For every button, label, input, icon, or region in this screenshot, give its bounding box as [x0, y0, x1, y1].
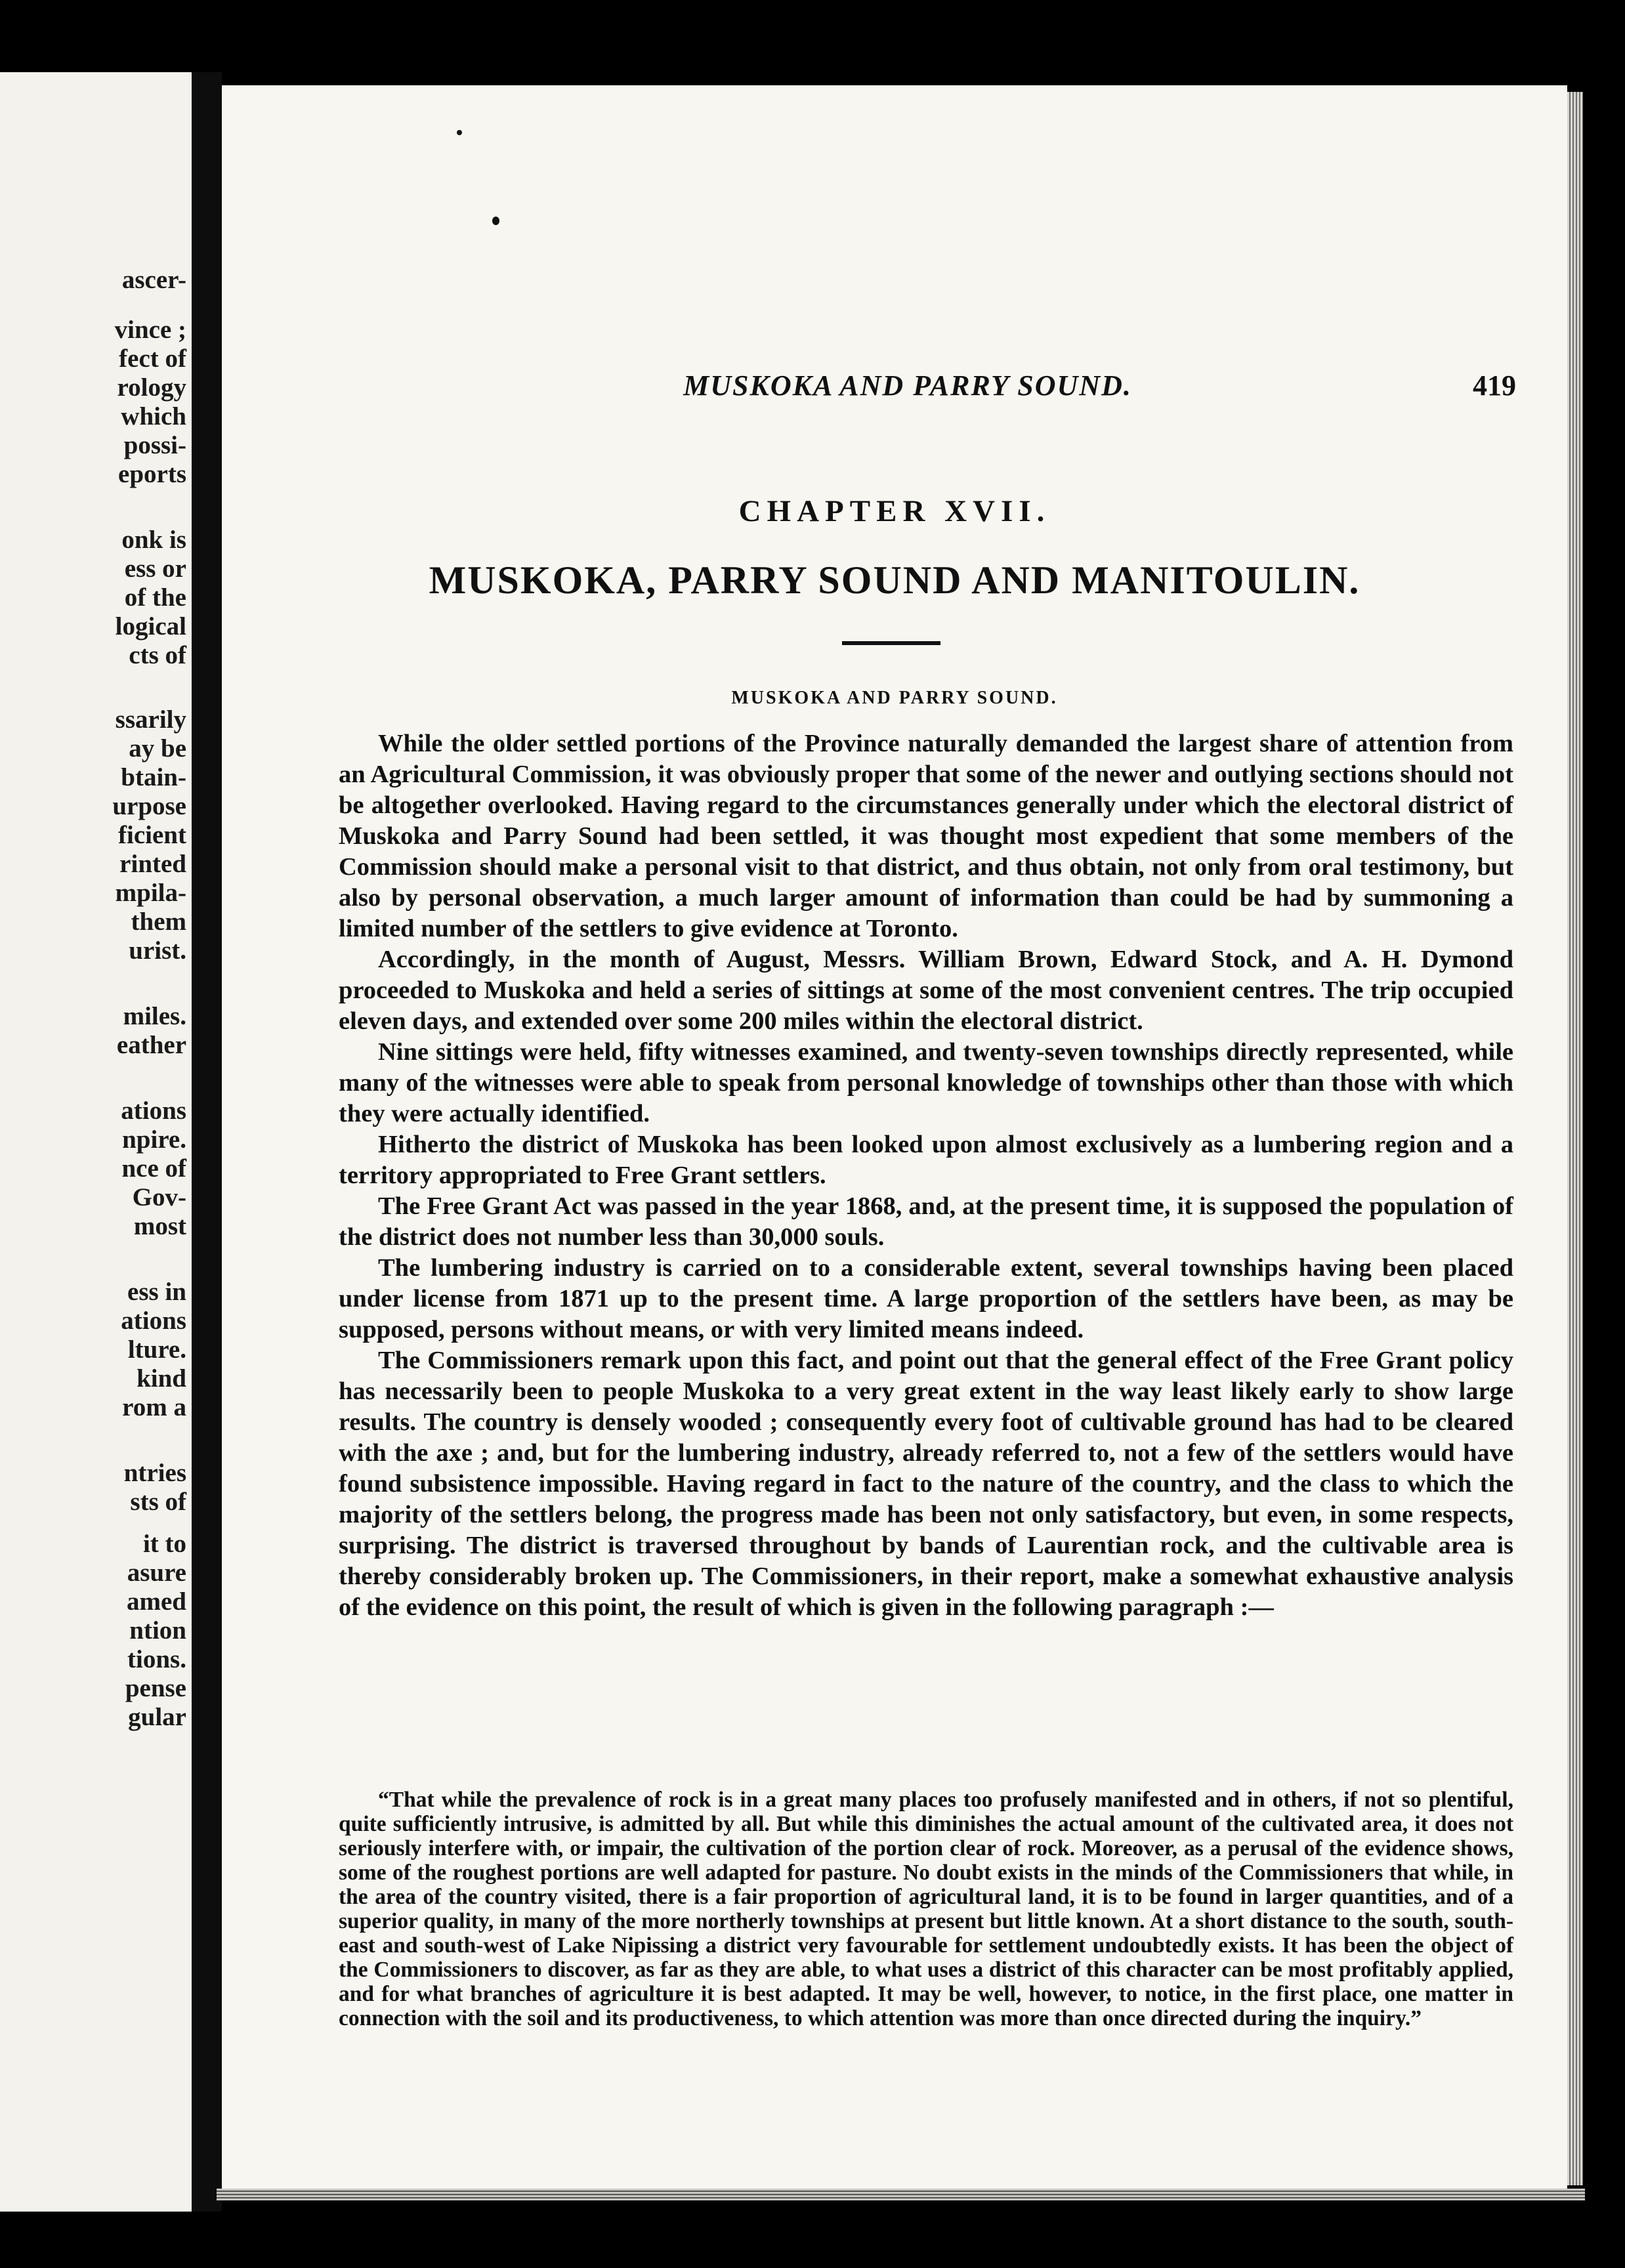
facing-page-fragment: rology: [117, 373, 186, 402]
facing-page-fragment: ess in: [127, 1278, 186, 1306]
page-stack-edge: [1567, 92, 1583, 2185]
facing-page-fragment: it to: [142, 1530, 186, 1558]
facing-page-fragment: ascer-: [121, 266, 186, 294]
facing-page-fragment: Gov-: [132, 1183, 186, 1211]
section-heading: MUSKOKA AND PARRY SOUND.: [731, 688, 1058, 708]
facing-page-fragment: rom a: [122, 1393, 186, 1421]
facing-page-fragment: pense: [125, 1674, 186, 1702]
paragraph: While the older settled portions of the Province naturally demanded the largest share of attention from an Agricultural Commission, it was obviously proper that some of the newer and outlying sections should not be altogether overlooked. Having regard to the circumstances generally under which the electoral district of Muskoka and Parry Sound had been settled, it was thought most expedient that some members of the Commission should make a personal visit to that district, and thus obtain, not only from oral testimony, but also by personal observation, a much larger amount of information than could be had by summoning a limited number of the settlers to give evidence at Toronto.: [339, 730, 1513, 942]
facing-page-fragment: ess or: [124, 555, 186, 583]
facing-page-fragment: ficient: [118, 821, 186, 849]
facing-page-fragment: tions.: [127, 1645, 186, 1673]
facing-page-fragment: logical: [115, 612, 186, 640]
page-gutter: [192, 72, 222, 2212]
facing-page-fragment: eports: [118, 460, 186, 488]
page-number: 419: [1473, 369, 1516, 402]
paragraph: Nine sittings were held, fifty witnesses examined, and twenty-seven townships directly represented, while many of the witnesses were able to speak from personal knowledge of townships other than those with which they were actually identified.: [339, 1038, 1513, 1127]
facing-page-fragment: ations: [121, 1097, 186, 1125]
facing-page-fragment: mpila-: [115, 879, 186, 907]
page-header: [222, 369, 1567, 408]
ink-speck: [492, 217, 499, 225]
ink-speck: [457, 130, 462, 135]
facing-page-fragment: them: [131, 908, 186, 936]
paragraph: Accordingly, in the month of August, Messrs. William Brown, Edward Stock, and A. H. Dymond proceeded to Muskoka and held a series of sittings at some of the most convenient centres. The trip occupied eleven days, and extended over some 200 miles within the electoral district.: [339, 946, 1513, 1035]
book-page: [222, 85, 1567, 2192]
facing-page-fragment: amed: [127, 1587, 186, 1616]
paragraph: The Free Grant Act was passed in the year 1868, and, at the present time, it is supposed the population of the district does not number less than 30,000 souls.: [339, 1192, 1513, 1251]
facing-page-fragment: most: [133, 1212, 186, 1240]
facing-page-fragment: lture.: [127, 1335, 186, 1364]
facing-page-fragment: gular: [128, 1703, 186, 1731]
facing-page-fragment: fect of: [119, 345, 186, 373]
facing-page-fragment: ssarily: [115, 705, 186, 734]
chapter-title: MUSKOKA, PARRY SOUND AND MANITOULIN.: [429, 558, 1361, 602]
facing-page-fragment: ations: [121, 1307, 186, 1335]
facing-page-fragment: ay be: [129, 734, 186, 763]
facing-page-fragment: miles.: [123, 1002, 186, 1030]
block-quote: “That while the prevalence of rock is in a great many places too profusely manifested and in others, if not so plentiful, quite sufficiently intrusive, is admitted by all. But while this diminishes the actual amount of the cultivated area, it does not seriously interfere with, or impair, the cultivation of the portion clear of rock. Moreover, as a perusal of the evidence shows, some of the roughest portions are well adapted for pasture. No doubt exists in the minds of the Commissioners that while, in the area of the country visited, there is a fair proportion of agricultural land, it is to be found in larger quantities, and of a superior quality, in many of the more northerly townships at present but little known. At a short distance to the south, south-east and south-west of Lake Nipissing a district very favourable for settlement undoubtedly exists. It has been the object of the Commissioners to discover, as far as they are able, to what uses a district of this character can be most profitably applied, and for what branches of agriculture it is best adapted. It may be well, however, to notice, in the first place, one matter in connection with the soil and its productiveness, to which attention was more than once directed during the inquiry.”: [339, 1788, 1513, 2030]
facing-page-fragment: asure: [127, 1559, 186, 1587]
facing-page-fragment: possi-: [123, 431, 186, 459]
paragraph: The lumbering industry is carried on to a considerable extent, several townships having been placed under license from 1871 up to the present time. A large proportion of the settlers have been, as may be supposed, persons without means, or with very limited means indeed.: [339, 1254, 1513, 1343]
facing-page-fragment: btain-: [121, 763, 186, 791]
body-text: [339, 728, 1513, 1623]
facing-page-fragment: kind: [137, 1364, 186, 1393]
title-rule: [842, 641, 940, 645]
facing-page-fragment: of the: [124, 583, 186, 612]
running-head: MUSKOKA AND PARRY SOUND.: [683, 369, 1132, 402]
facing-page-fragment: eather: [116, 1031, 186, 1059]
facing-page-fragment: which: [121, 402, 186, 430]
facing-page-fragment: urpose: [112, 792, 186, 820]
chapter-label: CHAPTER XVII.: [738, 494, 1051, 528]
facing-page-fragment: urist.: [129, 936, 186, 965]
facing-page-fragment: nce of: [121, 1154, 186, 1183]
page-stack-bottom: [217, 2189, 1585, 2200]
facing-page-fragment: vince ;: [114, 316, 186, 344]
facing-page-fragment: ntion: [129, 1616, 186, 1645]
facing-page-fragment: npire.: [122, 1125, 186, 1154]
facing-page-fragment: sts of: [130, 1488, 186, 1516]
facing-page-fragment: cts of: [129, 641, 186, 669]
facing-page-fragment: onk is: [121, 526, 186, 554]
facing-page-fragment: ntries: [123, 1459, 186, 1487]
paragraph: Hitherto the district of Muskoka has been looked upon almost exclusively as a lumbering region and a territory appropriated to Free Grant settlers.: [339, 1131, 1513, 1189]
paragraph: The Commissioners remark upon this fact, and point out that the general effect of the Free Grant policy has necessarily been to people Muskoka to a very great extent in the way least likely early to show large results. The country is densely wooded ; consequently every foot of cultivable ground has had to be cleared with the axe ; and, but for the lumbering industry, already referred to, not a few of the settlers would have found subsistence impossible. Having regard in fact to the nature of the country, and the class to which the majority of the settlers belong, the progress made has been not only satisfactory, but even, in some respects, surprising. The district is traversed throughout by bands of Laurentian rock, and the cultivable area is thereby considerably broken up. The Commissioners, in their report, make a somewhat exhaustive analysis of the evidence on this point, the result of which is given in the following paragraph :—: [339, 1347, 1513, 1621]
facing-page-fragment: rinted: [119, 850, 186, 878]
facing-page: [0, 72, 192, 2212]
